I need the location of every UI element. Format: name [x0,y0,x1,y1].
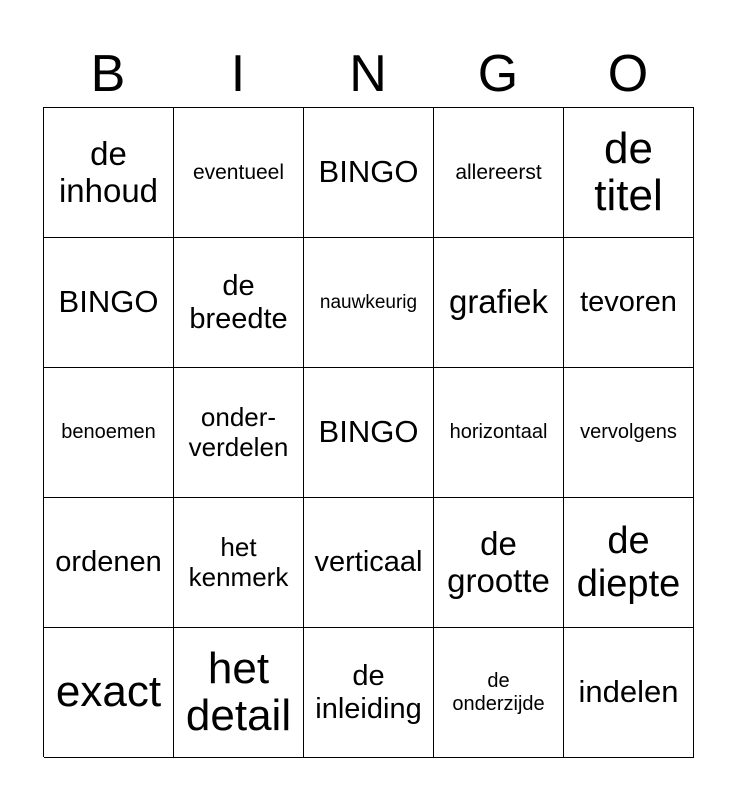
bingo-cell[interactable] [564,368,694,498]
cell-label: verticaal [314,546,423,579]
header-letter-i: I [230,45,246,103]
bingo-cell[interactable] [434,238,564,368]
header-letter-b: B [90,45,126,103]
cell-label: benoemen [61,421,156,444]
header-letter-n: N [349,45,387,103]
cell-label: grafiek [448,283,549,321]
bingo-cell[interactable] [44,628,174,758]
cell-label: BINGO [318,414,419,450]
bingo-cell[interactable] [304,498,434,628]
cell-label: de onderzijde [452,670,545,715]
bingo-cell[interactable] [434,108,564,238]
cell-label: allereerst [455,160,542,184]
cell-label: de diepte [576,519,681,605]
bingo-cell[interactable] [304,238,434,368]
bingo-cell[interactable] [44,238,174,368]
bingo-cell[interactable] [174,238,304,368]
cell-label: BINGO [58,284,159,320]
cell-label: exact [55,667,162,717]
header-letter-o: O [607,45,649,103]
bingo-cell[interactable] [304,628,434,758]
cell-label: de grootte [447,524,550,599]
header-letter-g: G [477,45,519,103]
bingo-cell[interactable] [304,108,434,238]
bingo-cell[interactable] [564,108,694,238]
cell-label: de titel [594,124,663,220]
cell-label: horizontaal [449,421,548,444]
bingo-cell[interactable] [564,628,694,758]
bingo-cell[interactable] [304,368,434,498]
bingo-cell[interactable] [174,368,304,498]
cell-label: eventueel [192,160,285,184]
bingo-cell[interactable] [434,368,564,498]
bingo-cell[interactable] [174,628,304,758]
bingo-cell[interactable] [434,498,564,628]
bingo-cell[interactable] [434,628,564,758]
cell-label: de inleiding [315,660,422,725]
bingo-cell[interactable] [174,498,304,628]
bingo-header [43,42,693,106]
cell-label: de breedte [189,270,288,335]
bingo-cell[interactable] [174,108,304,238]
bingo-cell[interactable] [44,498,174,628]
cell-label: nauwkeurig [319,291,418,313]
bingo-cell[interactable] [564,498,694,628]
bingo-cell[interactable] [44,368,174,498]
bingo-cell[interactable] [564,238,694,368]
cell-label: het detail [185,644,292,740]
cell-label: ordenen [55,546,162,579]
cell-label: de inhoud [58,134,159,209]
cell-label: indelen [578,674,679,710]
cell-label: tevoren [580,286,677,319]
cell-label: BINGO [318,154,419,190]
cell-label: vervolgens [580,421,677,444]
bingo-board [43,107,694,757]
bingo-cell[interactable] [44,108,174,238]
cell-label: onder- verdelen [188,402,289,462]
cell-label: het kenmerk [188,532,289,592]
